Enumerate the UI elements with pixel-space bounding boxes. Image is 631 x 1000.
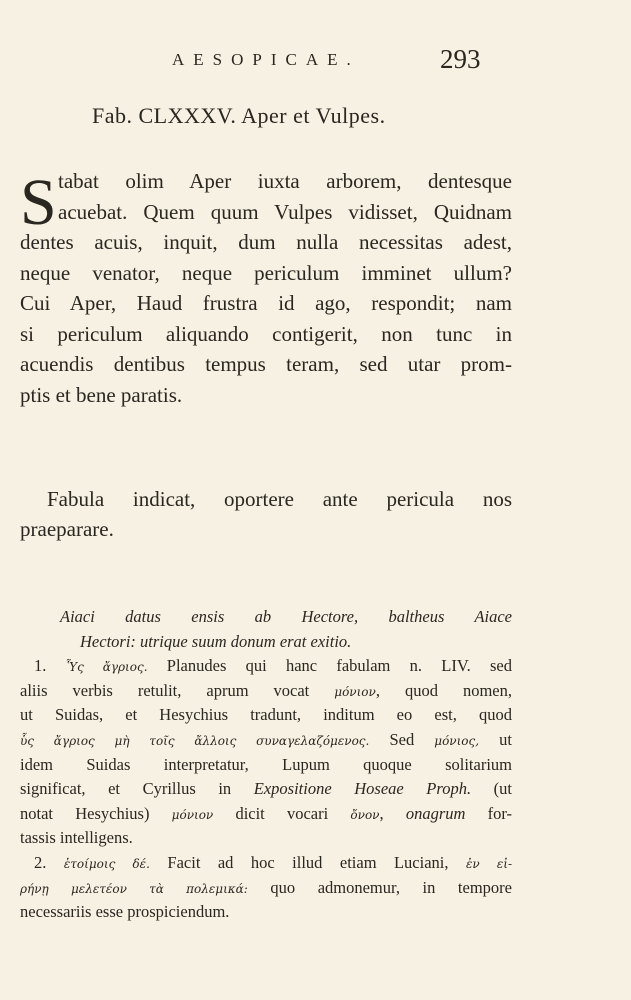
- fable-line: si periculum aliquando contigerit, non tunc in: [20, 321, 512, 346]
- running-title: AESOPICAE.: [172, 50, 360, 69]
- greek-phrase: ρήνῃ μελετέον τὰ πολεμικά:: [20, 881, 248, 896]
- note-text: (ut: [493, 779, 512, 799]
- running-head: [0, 44, 631, 78]
- note-1-line: [20, 728, 512, 753]
- note-1-line: [20, 802, 512, 827]
- fable-moral: [20, 484, 512, 544]
- note-2-line: [20, 851, 512, 876]
- epigraph-line: Aiaci datus ensis ab Hectore, baltheus Aiace: [60, 607, 512, 626]
- note-1-line: [20, 777, 512, 802]
- note-2-line: necessariis esse prospiciendum.: [20, 902, 230, 922]
- fable-line: ptis et bene paratis.: [20, 382, 183, 407]
- italic-title: Expositione Hoseae Proph.: [253, 779, 472, 799]
- note-text: notat Hesychius): [20, 803, 150, 823]
- greek-word: μόνιον: [334, 684, 376, 699]
- note-number: 1.: [34, 656, 47, 676]
- note-text: quo admonemur, in tempore: [270, 877, 512, 897]
- note-text: for-: [487, 803, 513, 823]
- note-text: dicit vocari: [235, 803, 329, 823]
- italic-word: onagrum: [405, 803, 466, 823]
- note-text: Facit ad hoc illud etiam Luciani,: [167, 852, 449, 872]
- note-text: ,: [379, 803, 384, 823]
- drop-cap: S: [20, 166, 57, 239]
- note-text: , quod nomen,: [375, 680, 512, 700]
- fable-body: [20, 166, 512, 410]
- note-1-line: [20, 654, 512, 679]
- moral-line: praeparare.: [20, 517, 114, 541]
- footnotes: [20, 605, 512, 925]
- note-1-line: tassis intelligens.: [20, 828, 133, 848]
- fable-line: neque venator, neque periculum imminet ullum?: [20, 260, 512, 285]
- fable-line: acuendis dentibus tempus teram, sed utar prom-: [20, 352, 512, 376]
- fable-line: tabat olim Aper iuxta arborem, dentesque: [58, 169, 512, 193]
- note-1-line: [20, 679, 512, 704]
- note-1-line: ut Suidas, et Hesychius tradunt, inditum eo est, quod: [20, 705, 512, 725]
- fable-line: dentes acuis, inquit, dum nulla necessitas adest,: [20, 230, 512, 254]
- greek-lemma: ἑτοίμοις δέ.: [63, 856, 150, 871]
- greek-word: ὄνον: [350, 807, 380, 822]
- note-1-line: idem Suidas interpretatur, Lupum quoque solitarium: [20, 754, 512, 774]
- moral-line: Fabula indicat, oportere ante pericula nos: [47, 487, 512, 511]
- greek-word: μόνιος,: [434, 733, 480, 748]
- note-number: 2.: [34, 852, 47, 872]
- fable-line: Cui Aper, Haud frustra id ago, respondit; nam: [20, 291, 512, 315]
- greek-phrase: ὗς ἄγριος μὴ τοῖς ἄλλοις συναγελαζόμενος.: [20, 733, 370, 748]
- fable-line: acuebat. Quem quum Vulpes vidisset, Quidnam: [58, 199, 512, 224]
- greek-lemma: Ὗς ἄγριος.: [65, 660, 148, 675]
- greek-word: μόνιον: [171, 807, 214, 822]
- note-text: ut: [499, 729, 513, 749]
- note-2-line: [20, 876, 512, 901]
- note-text: significat, et Cyrillus in: [20, 779, 232, 799]
- note-text: Planudes qui hanc fabulam n. LIV. sed: [166, 656, 512, 676]
- note-text: Sed: [389, 729, 415, 749]
- epigraph-line: Hectori: utrique suum donum erat exitio.: [80, 631, 352, 651]
- note-text: aliis verbis retulit, aprum vocat: [20, 680, 310, 700]
- greek-word: ἐν εἰ-: [465, 856, 513, 871]
- fable-title: Fab. CLXXXV. Aper et Vulpes.: [92, 103, 386, 128]
- page-number: 293: [440, 44, 481, 74]
